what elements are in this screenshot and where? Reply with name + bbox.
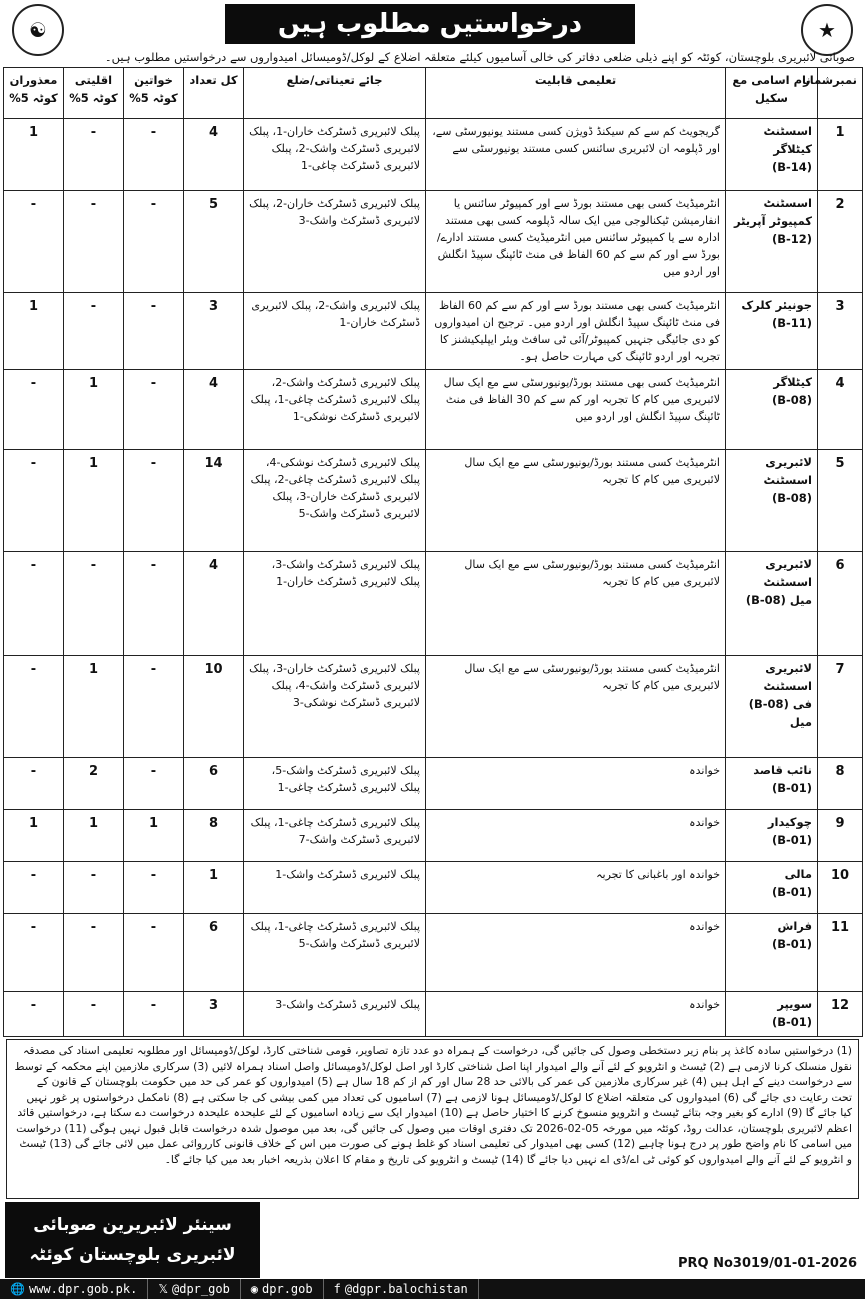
footer-x[interactable]: 𝕏 @dpr_gob xyxy=(148,1279,240,1299)
page-title: درخواستیں مطلوب ہیں xyxy=(225,4,635,44)
cell-sr: 7 xyxy=(818,656,863,758)
cell-total: 5 xyxy=(184,191,244,293)
footer-instagram[interactable]: ◉ dpr.gob xyxy=(241,1279,324,1299)
cell-sr: 12 xyxy=(818,992,863,1037)
cell-post xyxy=(726,862,818,914)
cell-minority-quota: - xyxy=(64,552,124,656)
cell-disabled-quota: - xyxy=(4,656,64,758)
cell-sr: 9 xyxy=(818,810,863,862)
cell-qualification: گریجویٹ کم سے کم سیکنڈ ڈویژن کسی مستند یونیورسٹی سے، اور ڈپلومہ ان لائبریری سائنس کسی مستند یونیورسٹی سے xyxy=(426,119,726,191)
cell-minority-quota: - xyxy=(64,293,124,370)
intro-text: صوبائی لائبریری بلوچستان، کوئٹہ کو اپنے ذیلی ضلعی دفاتر کی خالی آسامیوں کیلئے متعلقہ اضلاع کے لوکل/ڈومیسائل امیدواروں سے درخواستیں مطلوب ہیں۔ xyxy=(104,50,855,64)
post-name: اسسٹنٹ کیٹلاگر xyxy=(763,124,812,156)
cell-qualification: انٹرمیڈیٹ کسی مستند بورڈ/یونیورسٹی سے مع ایک سال لائبریری میں کام کا تجربہ xyxy=(426,450,726,552)
cell-qualification: انٹرمیڈیٹ کسی بھی مستند بورڈ/یونیورسٹی سے مع ایک سال لائبریری میں کام کا تجربہ اور کم سے کم 30 الفاظ فی منٹ ٹائپنگ سپیڈ انگلش اور اردو میں xyxy=(426,370,726,450)
signature-block xyxy=(5,1202,260,1278)
cell-minority-quota: - xyxy=(64,862,124,914)
cell-district: پبلک لائبریری ڈسٹرکٹ واشک-3، پبلک لائبریری ڈسٹرکٹ خاران-1 xyxy=(244,552,426,656)
cell-qualification: انٹرمیڈیٹ کسی بھی مستند بورڈ سے اور کم سے کم 60 الفاظ فی منٹ ٹائپنگ سپیڈ انگلش اور اردو میں۔ ترجیح ان امیدواروں کو دی جائیگی جنہیں کمپیوٹر/آئی ٹی سافٹ ویئر ایپلیکیشنز کا تجربہ اور اردو ٹائپنگ کی مہارت حاصل ہو۔ xyxy=(426,293,726,370)
facebook-icon: f xyxy=(333,1282,341,1296)
post-scale: (B-12) xyxy=(771,231,812,246)
col-header-women-quota: خواتین کوٹہ 5% xyxy=(124,68,184,119)
post-name: فراش xyxy=(777,919,812,934)
cell-post xyxy=(726,370,818,450)
cell-district: پبلک لائبریری ڈسٹرکٹ چاغی-1، پبلک لائبریری ڈسٹرکٹ واشک-7 xyxy=(244,810,426,862)
cell-district: پبلک لائبریری ڈسٹرکٹ واشک-5، پبلک لائبریری ڈسٹرکٹ چاغی-1 xyxy=(244,758,426,810)
post-scale: (B-01) xyxy=(771,1015,812,1029)
cell-disabled-quota: - xyxy=(4,370,64,450)
cell-minority-quota: - xyxy=(64,914,124,992)
cell-total: 4 xyxy=(184,370,244,450)
cell-post xyxy=(726,552,818,656)
post-name: نائب قاصد xyxy=(753,763,812,778)
footer-website[interactable]: 🌐 www.dpr.gob.pk. xyxy=(0,1279,148,1299)
cell-total: 14 xyxy=(184,450,244,552)
cell-sr: 8 xyxy=(818,758,863,810)
cell-post xyxy=(726,758,818,810)
post-scale: (B-11) xyxy=(771,315,812,330)
col-header-district: جائے تعیناتی/ضلع xyxy=(244,68,426,119)
post-name: جونیئر کلرک xyxy=(741,298,812,312)
cell-post xyxy=(726,119,818,191)
post-name: لائبریری اسسٹنٹ xyxy=(763,661,812,693)
post-scale: (B-01) xyxy=(771,781,812,795)
table-row xyxy=(4,810,863,862)
post-scale: (B-08) فی میل xyxy=(748,696,812,729)
cell-district: پبلک لائبریری ڈسٹرکٹ خاران-3، پبلک لائبریری ڈسٹرکٹ واشک-4، پبلک لائبریری ڈسٹرکٹ نوشکی-3 xyxy=(244,656,426,758)
cell-qualification: انٹرمیڈیٹ کسی بھی مستند بورڈ سے اور کمپیوٹر سائنس یا انفارمیشن ٹیکنالوجی میں ایک سالہ ڈپلومہ کسی بھی مستند ادارہ سے یا کمپیوٹر سائنس میں انٹرمیڈیٹ کسی مستند ادارے/بورڈ سے اور کم سے کم 60 الفاظ فی منٹ ٹائپنگ سپیڈ انگلش اور اردو میں xyxy=(426,191,726,293)
cell-women-quota: - xyxy=(124,656,184,758)
cell-disabled-quota: 1 xyxy=(4,293,64,370)
footer-bar xyxy=(0,1279,865,1299)
cell-minority-quota: - xyxy=(64,119,124,191)
cell-total: 6 xyxy=(184,914,244,992)
post-scale: (B-08) میل xyxy=(745,592,812,607)
cell-disabled-quota: - xyxy=(4,992,64,1037)
cell-women-quota: 1 xyxy=(124,810,184,862)
vacancy-table xyxy=(3,67,863,1037)
post-scale: (B-01) xyxy=(771,833,812,847)
table-row xyxy=(4,191,863,293)
cell-sr: 2 xyxy=(818,191,863,293)
col-header-qualification: تعلیمی قابلیت xyxy=(426,68,726,119)
cell-sr: 3 xyxy=(818,293,863,370)
table-header-row xyxy=(4,68,863,119)
table-row xyxy=(4,992,863,1037)
table-row xyxy=(4,450,863,552)
cell-district: پبلک لائبریری واشک-2، پبلک لائبریری ڈسٹرکٹ خاران-1 xyxy=(244,293,426,370)
cell-minority-quota: 1 xyxy=(64,810,124,862)
conditions-notes: (1) درخواستیں سادہ کاغذ پر بنام زیر دستخطی وصول کی جائیں گی، درخواست کے ہمراہ دو عدد تازہ تصاویر، قومی شناختی کارڈ، لوکل/ڈومیسائل اور مطلوبہ تعلیمی اسناد کی مصدقہ نقول منسلک کرنا لازمی ہے (2) ٹیسٹ و انٹرویو کے لئے آنے والے امیدوار اپنا اصل شناختی کارڈ اور اصل لوکل/ڈومیسائل واصل اسناد ہمراہ لائیں (3) سرکاری ملازمین اپنے محکمہ کے توسط سے درخواست دینے کے اہل ہیں (4) غیر سرکاری ملازمین کی عمر کی بالائی حد 28 سال اور کم از کم 18 سال ہے (5) امیدواروں کو عمر کی حد میں حکومت بلوچستان کے قانون کے تحت رعایت دی جائے گی (6) امیدواروں کی متعلقہ اضلاع کا لوکل/ڈومیسائل ہونا لازمی ہے (7) اسامیوں کی تعداد میں کمی بیشی کی جا سکتی ہے (8) نامکمل درخواستوں پر غور نہیں کیا جائے گا (9) ادارے کو بغیر وجہ بتائے ٹیسٹ و انٹرویو منسوخ کرنے کا اختیار حاصل ہے (10) امیدوار ایک سے زیادہ اسامیوں کے لئے علیحدہ علیحدہ درخواست دے سکتا ہے، درخواستیں قائد اعظم لائبریری بلوچستان، عدالت روڈ، کوئٹہ میں مورخہ 05-02-2026 تک دفتری اوقات میں وصول کی جائیں گی، بعد میں موصول شدہ درخواست قابل قبول نہیں ہوگی (11) درخواست میں اسامی کا نام واضح طور پر درج ہونا چاہیے (12) کسی بھی امیدوار کی تعلیمی اسناد کو غلط ہونے کی صورت میں اس کے خلاف قانونی کارروائی عمل میں لائی جائے گی (13) ٹیسٹ و انٹرویو کے لئے آنے والے امیدواروں کو کوئی ٹی اے/ڈی اے نہیں دیا جائے گا (14) ٹیسٹ و انٹرویو کی تاریخ و مقام کا اعلان بذریعہ اخبار بعد میں کیا جائے گا۔ xyxy=(6,1039,859,1199)
instagram-icon: ◉ xyxy=(250,1282,259,1296)
cell-disabled-quota: - xyxy=(4,862,64,914)
cell-minority-quota: - xyxy=(64,191,124,293)
table-row xyxy=(4,862,863,914)
col-header-sr: نمبرشمار xyxy=(818,68,863,119)
cell-post xyxy=(726,810,818,862)
cell-minority-quota: 1 xyxy=(64,370,124,450)
cell-qualification: خواندہ xyxy=(426,992,726,1037)
cell-total: 10 xyxy=(184,656,244,758)
cell-women-quota: - xyxy=(124,552,184,656)
cell-disabled-quota: - xyxy=(4,191,64,293)
cell-disabled-quota: - xyxy=(4,758,64,810)
cell-total: 4 xyxy=(184,119,244,191)
cell-women-quota: - xyxy=(124,758,184,810)
cell-district: پبلک لائبریری ڈسٹرکٹ واشک-3 xyxy=(244,992,426,1037)
table-row xyxy=(4,293,863,370)
cell-disabled-quota: - xyxy=(4,552,64,656)
cell-minority-quota: - xyxy=(64,992,124,1037)
cell-qualification: انٹرمیڈیٹ کسی مستند بورڈ/یونیورسٹی سے مع ایک سال لائبریری میں کام کا تجربہ xyxy=(426,656,726,758)
cell-women-quota: - xyxy=(124,862,184,914)
post-name: کیٹلاگر xyxy=(773,375,812,390)
globe-icon: 🌐 xyxy=(10,1282,25,1296)
cell-post xyxy=(726,450,818,552)
cell-post xyxy=(726,914,818,992)
cell-post xyxy=(726,656,818,758)
post-name: لائبریری اسسٹنٹ xyxy=(763,455,812,487)
cell-post xyxy=(726,191,818,293)
table-row xyxy=(4,758,863,810)
post-name: مالی xyxy=(784,867,812,882)
cell-qualification: خواندہ xyxy=(426,914,726,992)
government-emblem-icon: ☯ xyxy=(12,4,64,56)
cell-total: 6 xyxy=(184,758,244,810)
cell-minority-quota: 1 xyxy=(64,450,124,552)
post-name: چوکیدار xyxy=(767,815,812,830)
cell-women-quota: - xyxy=(124,293,184,370)
cell-disabled-quota: - xyxy=(4,914,64,992)
col-header-total: کل تعداد xyxy=(184,68,244,119)
cell-women-quota: - xyxy=(124,191,184,293)
cell-qualification: خواندہ xyxy=(426,758,726,810)
cell-minority-quota: 1 xyxy=(64,656,124,758)
post-name: اسسٹنٹ کمپیوٹر آپریٹر xyxy=(733,196,812,228)
table-row xyxy=(4,914,863,992)
table-row xyxy=(4,552,863,656)
post-scale: (B-08) xyxy=(771,393,812,407)
post-scale: (B-01) xyxy=(771,885,812,899)
cell-total: 4 xyxy=(184,552,244,656)
cell-qualification: انٹرمیڈیٹ کسی مستند بورڈ/یونیورسٹی سے مع ایک سال لائبریری میں کام کا تجربہ xyxy=(426,552,726,656)
cell-post xyxy=(726,992,818,1037)
cell-sr: 6 xyxy=(818,552,863,656)
cell-district: پبلک لائبریری ڈسٹرکٹ واشک-1 xyxy=(244,862,426,914)
cell-women-quota: - xyxy=(124,914,184,992)
post-scale: (B-08) xyxy=(771,490,812,505)
department-logo-icon: ★ xyxy=(801,4,853,56)
post-scale: (B-01) xyxy=(771,937,812,951)
cell-total: 1 xyxy=(184,862,244,914)
cell-women-quota: - xyxy=(124,450,184,552)
cell-women-quota: - xyxy=(124,119,184,191)
cell-sr: 5 xyxy=(818,450,863,552)
cell-minority-quota: 2 xyxy=(64,758,124,810)
col-header-minority-quota: اقلیتی کوٹہ 5% xyxy=(64,68,124,119)
post-name: سویپر xyxy=(777,997,812,1012)
cell-disabled-quota: 1 xyxy=(4,810,64,862)
cell-district: پبلک لائبریری ڈسٹرکٹ خاران-2، پبلک لائبریری ڈسٹرکٹ واشک-3 xyxy=(244,191,426,293)
cell-district: پبلک لائبریری ڈسٹرکٹ نوشکی-4، پبلک لائبریری ڈسٹرکٹ چاغی-2، پبلک لائبریری ڈسٹرکٹ خاران-3، پبلک لائبریری ڈسٹرکٹ واشک-5 xyxy=(244,450,426,552)
cell-disabled-quota: 1 xyxy=(4,119,64,191)
col-header-post: نام اسامی مع سکیل xyxy=(726,68,818,119)
cell-total: 8 xyxy=(184,810,244,862)
col-header-disabled-quota: معذوران کوٹہ 5% xyxy=(4,68,64,119)
cell-women-quota: - xyxy=(124,370,184,450)
post-scale: (B-14) xyxy=(771,159,812,174)
cell-sr: 4 xyxy=(818,370,863,450)
cell-sr: 10 xyxy=(818,862,863,914)
cell-total: 3 xyxy=(184,293,244,370)
cell-district: پبلک لائبریری ڈسٹرکٹ خاران-1، پبلک لائبریری ڈسٹرکٹ واشک-2، پبلک لائبریری ڈسٹرکٹ چاغی-1 xyxy=(244,119,426,191)
cell-qualification: خواندہ اور باغبانی کا تجربہ xyxy=(426,862,726,914)
cell-post xyxy=(726,293,818,370)
table-row xyxy=(4,370,863,450)
cell-district: پبلک لائبریری ڈسٹرکٹ واشک-2، پبلک لائبریری ڈسٹرکٹ چاغی-1، پبلک لائبریری ڈسٹرکٹ نوشکی-1 xyxy=(244,370,426,450)
signature-line-1: سینئر لائبریرین صوبائی xyxy=(33,1215,232,1235)
table-row xyxy=(4,656,863,758)
cell-disabled-quota: - xyxy=(4,450,64,552)
cell-qualification: خواندہ xyxy=(426,810,726,862)
prq-number: PRQ No3019/01-01-2026 xyxy=(677,1256,857,1271)
cell-women-quota: - xyxy=(124,992,184,1037)
footer-facebook[interactable]: f @dgpr.balochistan xyxy=(324,1279,479,1299)
x-icon: 𝕏 xyxy=(158,1282,168,1296)
cell-district: پبلک لائبریری ڈسٹرکٹ چاغی-1، پبلک لائبریری ڈسٹرکٹ واشک-5 xyxy=(244,914,426,992)
cell-sr: 11 xyxy=(818,914,863,992)
cell-total: 3 xyxy=(184,992,244,1037)
signature-line-2: لائبریری بلوچستان کوئٹہ xyxy=(29,1245,236,1265)
cell-sr: 1 xyxy=(818,119,863,191)
table-row xyxy=(4,119,863,191)
post-name: لائبریری اسسٹنٹ xyxy=(763,557,812,589)
